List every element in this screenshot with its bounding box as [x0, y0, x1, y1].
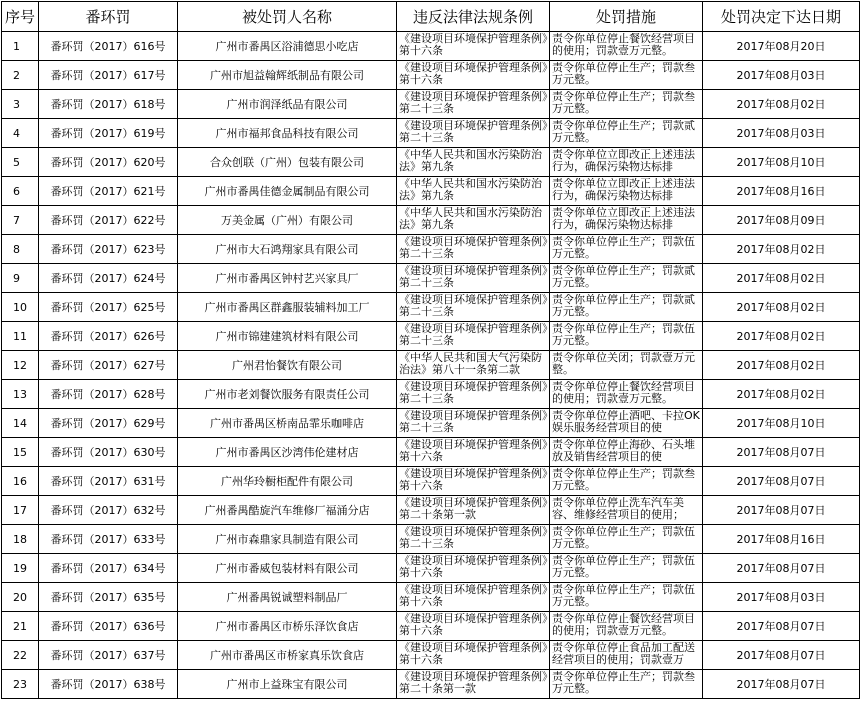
decision-date-cell: 2017年08月03日 — [703, 61, 860, 90]
decision-date-cell: 2017年08月07日 — [703, 467, 860, 496]
violated-law: 《建设项目环境保护管理条例》第二十三条 — [399, 380, 548, 405]
penalty-measure: 责令你单位立即改正上述违法行为，确保污染物达标排 — [552, 148, 695, 173]
violated-law-cell — [397, 293, 550, 322]
penalty-measure-cell — [550, 525, 703, 554]
row-number-cell: 23 — [2, 670, 39, 699]
table-row — [2, 61, 860, 90]
table-row — [2, 380, 860, 409]
case-number-cell: 番环罚（2017）617号 — [39, 61, 178, 90]
table-row — [2, 32, 860, 61]
case-number-cell: 番环罚（2017）632号 — [39, 496, 178, 525]
table-row — [2, 496, 860, 525]
penalty-measure-cell — [550, 641, 703, 670]
case-number-cell: 番环罚（2017）630号 — [39, 438, 178, 467]
case-number-cell: 番环罚（2017）636号 — [39, 612, 178, 641]
violated-law-cell — [397, 438, 550, 467]
penalty-measure-cell — [550, 90, 703, 119]
penalty-measure-cell — [550, 206, 703, 235]
row-number-cell: 17 — [2, 496, 39, 525]
row-number-cell: 5 — [2, 148, 39, 177]
table-row — [2, 235, 860, 264]
violator-name-cell: 广州市番禺区市桥家真乐饮食店 — [178, 641, 397, 670]
penalty-measure-cell — [550, 148, 703, 177]
violator-name-cell: 广州市旭益翰辉纸制品有限公司 — [178, 61, 397, 90]
penalty-measure: 责令你单位停止生产；罚款伍万元整。 — [552, 525, 695, 550]
table-row — [2, 409, 860, 438]
case-number-cell: 番环罚（2017）623号 — [39, 235, 178, 264]
penalty-measure-cell — [550, 380, 703, 409]
row-number-cell: 9 — [2, 264, 39, 293]
violated-law-cell — [397, 467, 550, 496]
decision-date-cell: 2017年08月07日 — [703, 612, 860, 641]
penalty-table — [1, 1, 860, 699]
case-number-cell: 番环罚（2017）631号 — [39, 467, 178, 496]
violated-law-cell — [397, 554, 550, 583]
decision-date-cell: 2017年08月03日 — [703, 119, 860, 148]
violated-law: 《建设项目环境保护管理条例》第二十三条 — [399, 90, 548, 115]
violated-law: 《建设项目环境保护管理条例》第十六条 — [399, 583, 548, 608]
violator-name-cell: 广州市锦建建筑材料有限公司 — [178, 322, 397, 351]
row-number-cell: 4 — [2, 119, 39, 148]
row-number-cell: 1 — [2, 32, 39, 61]
penalty-measure: 责令你单位停止生产；罚款叁万元整。 — [552, 670, 695, 695]
violator-name-cell: 广州市森鼎家具制造有限公司 — [178, 525, 397, 554]
penalty-measure: 责令你单位停止生产；罚款贰万元整。 — [552, 293, 695, 318]
penalty-measure: 责令你单位停止生产；罚款伍万元整。 — [552, 322, 695, 347]
penalty-measure-cell — [550, 496, 703, 525]
violated-law-cell — [397, 206, 550, 235]
case-number-cell: 番环罚（2017）626号 — [39, 322, 178, 351]
violated-law: 《建设项目环境保护管理条例》第二十三条 — [399, 119, 548, 144]
penalty-measure-cell — [550, 235, 703, 264]
table-row — [2, 119, 860, 148]
row-number-cell: 16 — [2, 467, 39, 496]
violated-law: 《建设项目环境保护管理条例》第二十三条 — [399, 322, 548, 347]
decision-date-cell: 2017年08月02日 — [703, 322, 860, 351]
table-row — [2, 612, 860, 641]
decision-date-cell: 2017年08月10日 — [703, 409, 860, 438]
decision-date-cell: 2017年08月09日 — [703, 206, 860, 235]
case-number-cell: 番环罚（2017）625号 — [39, 293, 178, 322]
violator-name-cell: 广州君怡餐饮有限公司 — [178, 351, 397, 380]
violated-law-cell — [397, 264, 550, 293]
penalty-measure-cell — [550, 583, 703, 612]
penalty-measure-cell — [550, 438, 703, 467]
table-row — [2, 525, 860, 554]
violator-name-cell: 广州市番禺区沙湾伟伦建材店 — [178, 438, 397, 467]
header-row — [2, 2, 860, 32]
header-measure: 处罚措施 — [550, 2, 703, 32]
row-number-cell: 12 — [2, 351, 39, 380]
penalty-measure: 责令你单位停止酒吧、卡拉OK娱乐服务经营项目的使 — [552, 409, 700, 434]
table-row — [2, 467, 860, 496]
penalty-measure: 责令你单位立即改正上述违法行为，确保污染物达标排 — [552, 206, 695, 231]
case-number-cell: 番环罚（2017）628号 — [39, 380, 178, 409]
case-number-cell: 番环罚（2017）629号 — [39, 409, 178, 438]
case-number-cell: 番环罚（2017）638号 — [39, 670, 178, 699]
header-law: 违反法律法规条例 — [397, 2, 550, 32]
case-number-cell: 番环罚（2017）633号 — [39, 525, 178, 554]
penalty-measure-cell — [550, 293, 703, 322]
violator-name-cell: 广州市番禺佳德金属制品有限公司 — [178, 177, 397, 206]
case-number-cell: 番环罚（2017）620号 — [39, 148, 178, 177]
penalty-measure-cell — [550, 32, 703, 61]
penalty-measure: 责令你单位停止生产；罚款叁万元整。 — [552, 90, 695, 115]
decision-date-cell: 2017年08月02日 — [703, 235, 860, 264]
penalty-measure: 责令你单位关闭；罚款壹万元整。 — [552, 351, 695, 376]
row-number-cell: 20 — [2, 583, 39, 612]
row-number-cell: 3 — [2, 90, 39, 119]
violated-law: 《建设项目环境保护管理条例》第二十三条 — [399, 235, 548, 260]
header-no: 序号 — [2, 2, 39, 32]
row-number-cell: 21 — [2, 612, 39, 641]
violated-law: 《中华人民共和国水污染防治法》第九条 — [399, 206, 542, 231]
violated-law-cell — [397, 641, 550, 670]
violated-law-cell — [397, 496, 550, 525]
case-number-cell: 番环罚（2017）635号 — [39, 583, 178, 612]
penalty-measure-cell — [550, 351, 703, 380]
case-number-cell: 番环罚（2017）618号 — [39, 90, 178, 119]
table-row — [2, 177, 860, 206]
penalty-measure-cell — [550, 409, 703, 438]
penalty-measure-cell — [550, 467, 703, 496]
row-number-cell: 19 — [2, 554, 39, 583]
penalty-measure: 责令你单位停止生产；罚款伍万元整。 — [552, 235, 695, 260]
table-row — [2, 206, 860, 235]
case-number-cell: 番环罚（2017）616号 — [39, 32, 178, 61]
violator-name-cell: 广州市番威包装材料有限公司 — [178, 554, 397, 583]
penalty-measure-cell — [550, 554, 703, 583]
decision-date-cell: 2017年08月20日 — [703, 32, 860, 61]
violated-law-cell — [397, 61, 550, 90]
penalty-measure-cell — [550, 177, 703, 206]
violator-name-cell: 万美金属（广州）有限公司 — [178, 206, 397, 235]
penalty-measure: 责令你单位停止海砂、石头堆放及销售经营项目的使 — [552, 438, 695, 463]
violator-name-cell: 广州市润泽纸品有限公司 — [178, 90, 397, 119]
violated-law: 《建设项目环境保护管理条例》第二十三条 — [399, 525, 548, 550]
case-number-cell: 番环罚（2017）621号 — [39, 177, 178, 206]
penalty-measure-cell — [550, 322, 703, 351]
violated-law: 《中华人民共和国水污染防治法》第九条 — [399, 177, 542, 202]
decision-date-cell: 2017年08月16日 — [703, 177, 860, 206]
violated-law: 《建设项目环境保护管理条例》第二十条第一款 — [399, 670, 548, 695]
row-number-cell: 13 — [2, 380, 39, 409]
decision-date-cell: 2017年08月02日 — [703, 293, 860, 322]
penalty-measure-cell — [550, 61, 703, 90]
violator-name-cell: 广州市上益珠宝有限公司 — [178, 670, 397, 699]
table-row — [2, 90, 860, 119]
penalty-measure: 责令你单位停止洗车汽车美容、维修经营项目的使用； — [552, 496, 684, 521]
case-number-cell: 番环罚（2017）624号 — [39, 264, 178, 293]
row-number-cell: 10 — [2, 293, 39, 322]
header-date: 处罚决定下达日期 — [703, 2, 860, 32]
table-row — [2, 293, 860, 322]
violated-law-cell — [397, 583, 550, 612]
decision-date-cell: 2017年08月16日 — [703, 525, 860, 554]
table-row — [2, 554, 860, 583]
penalty-measure: 责令你单位停止生产；罚款叁万元整。 — [552, 467, 695, 492]
violated-law: 《建设项目环境保护管理条例》第二十三条 — [399, 409, 548, 434]
decision-date-cell: 2017年08月07日 — [703, 670, 860, 699]
table-row — [2, 670, 860, 699]
violated-law-cell — [397, 119, 550, 148]
decision-date-cell: 2017年08月10日 — [703, 148, 860, 177]
penalty-measure: 责令你单位停止餐饮经营项目的使用；罚款壹万元整。 — [552, 612, 695, 637]
row-number-cell: 15 — [2, 438, 39, 467]
violator-name-cell: 广州番禺锐诚塑料制品厂 — [178, 583, 397, 612]
table-row — [2, 322, 860, 351]
penalty-measure: 责令你单位停止餐饮经营项目的使用；罚款壹万元整。 — [552, 380, 695, 405]
row-number-cell: 6 — [2, 177, 39, 206]
penalty-measure-cell — [550, 612, 703, 641]
case-number-cell: 番环罚（2017）637号 — [39, 641, 178, 670]
violated-law: 《建设项目环境保护管理条例》第十六条 — [399, 32, 548, 57]
violator-name-cell: 广州市番禺区市桥乐泽饮食店 — [178, 612, 397, 641]
row-number-cell: 8 — [2, 235, 39, 264]
penalty-measure: 责令你单位立即改正上述违法行为，确保污染物达标排 — [552, 177, 695, 202]
penalty-measure: 责令你单位停止生产；罚款贰万元整。 — [552, 264, 695, 289]
penalty-measure: 责令你单位停止生产；罚款伍万元整。 — [552, 583, 695, 608]
violated-law: 《建设项目环境保护管理条例》第十六条 — [399, 641, 548, 666]
penalty-measure-cell — [550, 264, 703, 293]
violator-name-cell: 广州市番禺区群鑫服装辅料加工厂 — [178, 293, 397, 322]
case-number-cell: 番环罚（2017）627号 — [39, 351, 178, 380]
table-row — [2, 438, 860, 467]
violated-law: 《建设项目环境保护管理条例》第十六条 — [399, 554, 548, 579]
violated-law-cell — [397, 90, 550, 119]
row-number-cell: 18 — [2, 525, 39, 554]
violated-law: 《建设项目环境保护管理条例》第十六条 — [399, 467, 548, 492]
violated-law-cell — [397, 670, 550, 699]
decision-date-cell: 2017年08月07日 — [703, 554, 860, 583]
decision-date-cell: 2017年08月03日 — [703, 583, 860, 612]
header-name: 被处罚人名称 — [178, 2, 397, 32]
row-number-cell: 11 — [2, 322, 39, 351]
decision-date-cell: 2017年08月02日 — [703, 264, 860, 293]
table-row — [2, 264, 860, 293]
decision-date-cell: 2017年08月07日 — [703, 496, 860, 525]
violated-law-cell — [397, 32, 550, 61]
row-number-cell: 22 — [2, 641, 39, 670]
violated-law-cell — [397, 177, 550, 206]
violated-law: 《建设项目环境保护管理条例》第十六条 — [399, 61, 548, 86]
violated-law-cell — [397, 612, 550, 641]
decision-date-cell: 2017年08月07日 — [703, 438, 860, 467]
violated-law: 《中华人民共和国水污染防治法》第九条 — [399, 148, 542, 173]
violator-name-cell: 广州市番禺区浴浦德思小吃店 — [178, 32, 397, 61]
row-number-cell: 7 — [2, 206, 39, 235]
penalty-measure: 责令你单位停止生产；罚款贰万元整。 — [552, 119, 695, 144]
table-row — [2, 351, 860, 380]
violated-law-cell — [397, 380, 550, 409]
violated-law: 《建设项目环境保护管理条例》第二十条第一款 — [399, 496, 548, 521]
case-number-cell: 番环罚（2017）622号 — [39, 206, 178, 235]
violated-law: 《中华人民共和国大气污染防治法》第八十一条第二款 — [399, 351, 542, 376]
penalty-measure: 责令你单位停止食品加工配送经营项目的使用；罚款壹万 — [552, 641, 695, 666]
decision-date-cell: 2017年08月02日 — [703, 90, 860, 119]
row-number-cell: 2 — [2, 61, 39, 90]
violator-name-cell: 广州市番禺区桥南品霏乐咖啡店 — [178, 409, 397, 438]
violated-law-cell — [397, 525, 550, 554]
decision-date-cell: 2017年08月02日 — [703, 380, 860, 409]
violated-law: 《建设项目环境保护管理条例》第二十三条 — [399, 293, 548, 318]
violator-name-cell: 广州市番禺区钟村艺兴家具厂 — [178, 264, 397, 293]
violated-law-cell — [397, 322, 550, 351]
decision-date-cell: 2017年08月07日 — [703, 641, 860, 670]
table-row — [2, 583, 860, 612]
table-row — [2, 148, 860, 177]
penalty-measure: 责令你单位停止生产；罚款伍万元整。 — [552, 554, 695, 579]
violated-law-cell — [397, 409, 550, 438]
penalty-measure: 责令你单位停止餐饮经营项目的使用；罚款壹万元整。 — [552, 32, 695, 57]
table-row — [2, 641, 860, 670]
violator-name-cell: 广州市老刘餐饮服务有限责任公司 — [178, 380, 397, 409]
violator-name-cell: 广州华玲橱柜配件有限公司 — [178, 467, 397, 496]
violated-law: 《建设项目环境保护管理条例》第二十三条 — [399, 264, 548, 289]
row-number-cell: 14 — [2, 409, 39, 438]
violator-name-cell: 广州市大石鸿翔家具有限公司 — [178, 235, 397, 264]
penalty-measure-cell — [550, 119, 703, 148]
violated-law: 《建设项目环境保护管理条例》第十六条 — [399, 438, 548, 463]
penalty-measure: 责令你单位停止生产；罚款叁万元整。 — [552, 61, 695, 86]
case-number-cell: 番环罚（2017）634号 — [39, 554, 178, 583]
case-number-cell: 番环罚（2017）619号 — [39, 119, 178, 148]
violated-law-cell — [397, 351, 550, 380]
header-case: 番环罚 — [39, 2, 178, 32]
violator-name-cell: 广州番禺酷旋汽车维修厂福涌分店 — [178, 496, 397, 525]
violator-name-cell: 合众创联（广州）包装有限公司 — [178, 148, 397, 177]
violator-name-cell: 广州市福邦食品科技有限公司 — [178, 119, 397, 148]
penalty-measure-cell — [550, 670, 703, 699]
decision-date-cell: 2017年08月02日 — [703, 351, 860, 380]
violated-law-cell — [397, 148, 550, 177]
violated-law: 《建设项目环境保护管理条例》第十六条 — [399, 612, 548, 637]
violated-law-cell — [397, 235, 550, 264]
